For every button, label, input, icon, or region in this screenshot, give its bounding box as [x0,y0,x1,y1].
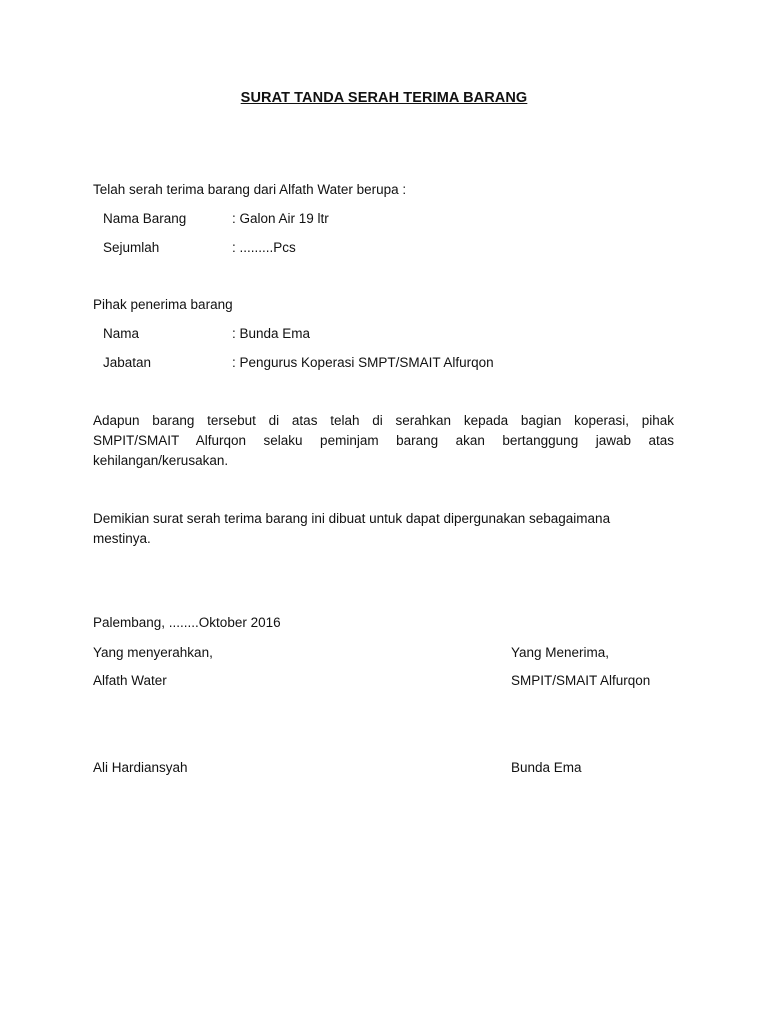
paragraph-closing [93,509,653,549]
receiver-name-label: Nama [103,326,140,341]
item-name-label: Nama Barang [103,211,187,226]
receiver-role: Yang Menerima, [511,645,610,660]
paragraph-handover [93,411,674,471]
receiver-signatory-name: Bunda Ema [511,760,582,775]
place-date: Palembang, ........Oktober 2016 [93,615,281,630]
item-qty-label: Sejumlah [103,240,160,255]
paragraph-handover-line-1: Adapun barang tersebut di atas telah di serahkan kepada bagian koperasi, pihak [93,413,674,428]
paragraph-closing-line-1: Demikian surat serah terima barang ini dibuat untuk dapat dipergunakan sebagaimana [93,511,611,526]
receiver-heading: Pihak penerima barang [93,297,233,312]
receiver-position-value: : Pengurus Koperasi SMPT/SMAIT Alfurqon [232,355,494,370]
paragraph-handover-line-3: kehilangan/kerusakan. [93,453,229,468]
sender-role: Yang menyerahkan, [93,645,213,660]
paragraph-closing-line-2: mestinya. [93,531,151,546]
document-title: SURAT TANDA SERAH TERIMA BARANG [240,90,528,106]
item-name-value: : Galon Air 19 ltr [232,211,329,226]
item-qty-value: : .........Pcs [232,240,296,255]
receiver-organization: SMPIT/SMAIT Alfurqon [511,673,651,688]
sender-signatory-name: Ali Hardiansyah [93,760,188,775]
receiver-name-value: : Bunda Ema [232,326,311,341]
paragraph-handover-line-2: SMPIT/SMAIT Alfurqon selaku peminjam barang akan bertanggung jawab atas [93,433,674,448]
intro-text: Telah serah terima barang dari Alfath Water berupa : [93,182,407,197]
receiver-position-label: Jabatan [103,355,152,370]
sender-organization: Alfath Water [93,673,167,688]
